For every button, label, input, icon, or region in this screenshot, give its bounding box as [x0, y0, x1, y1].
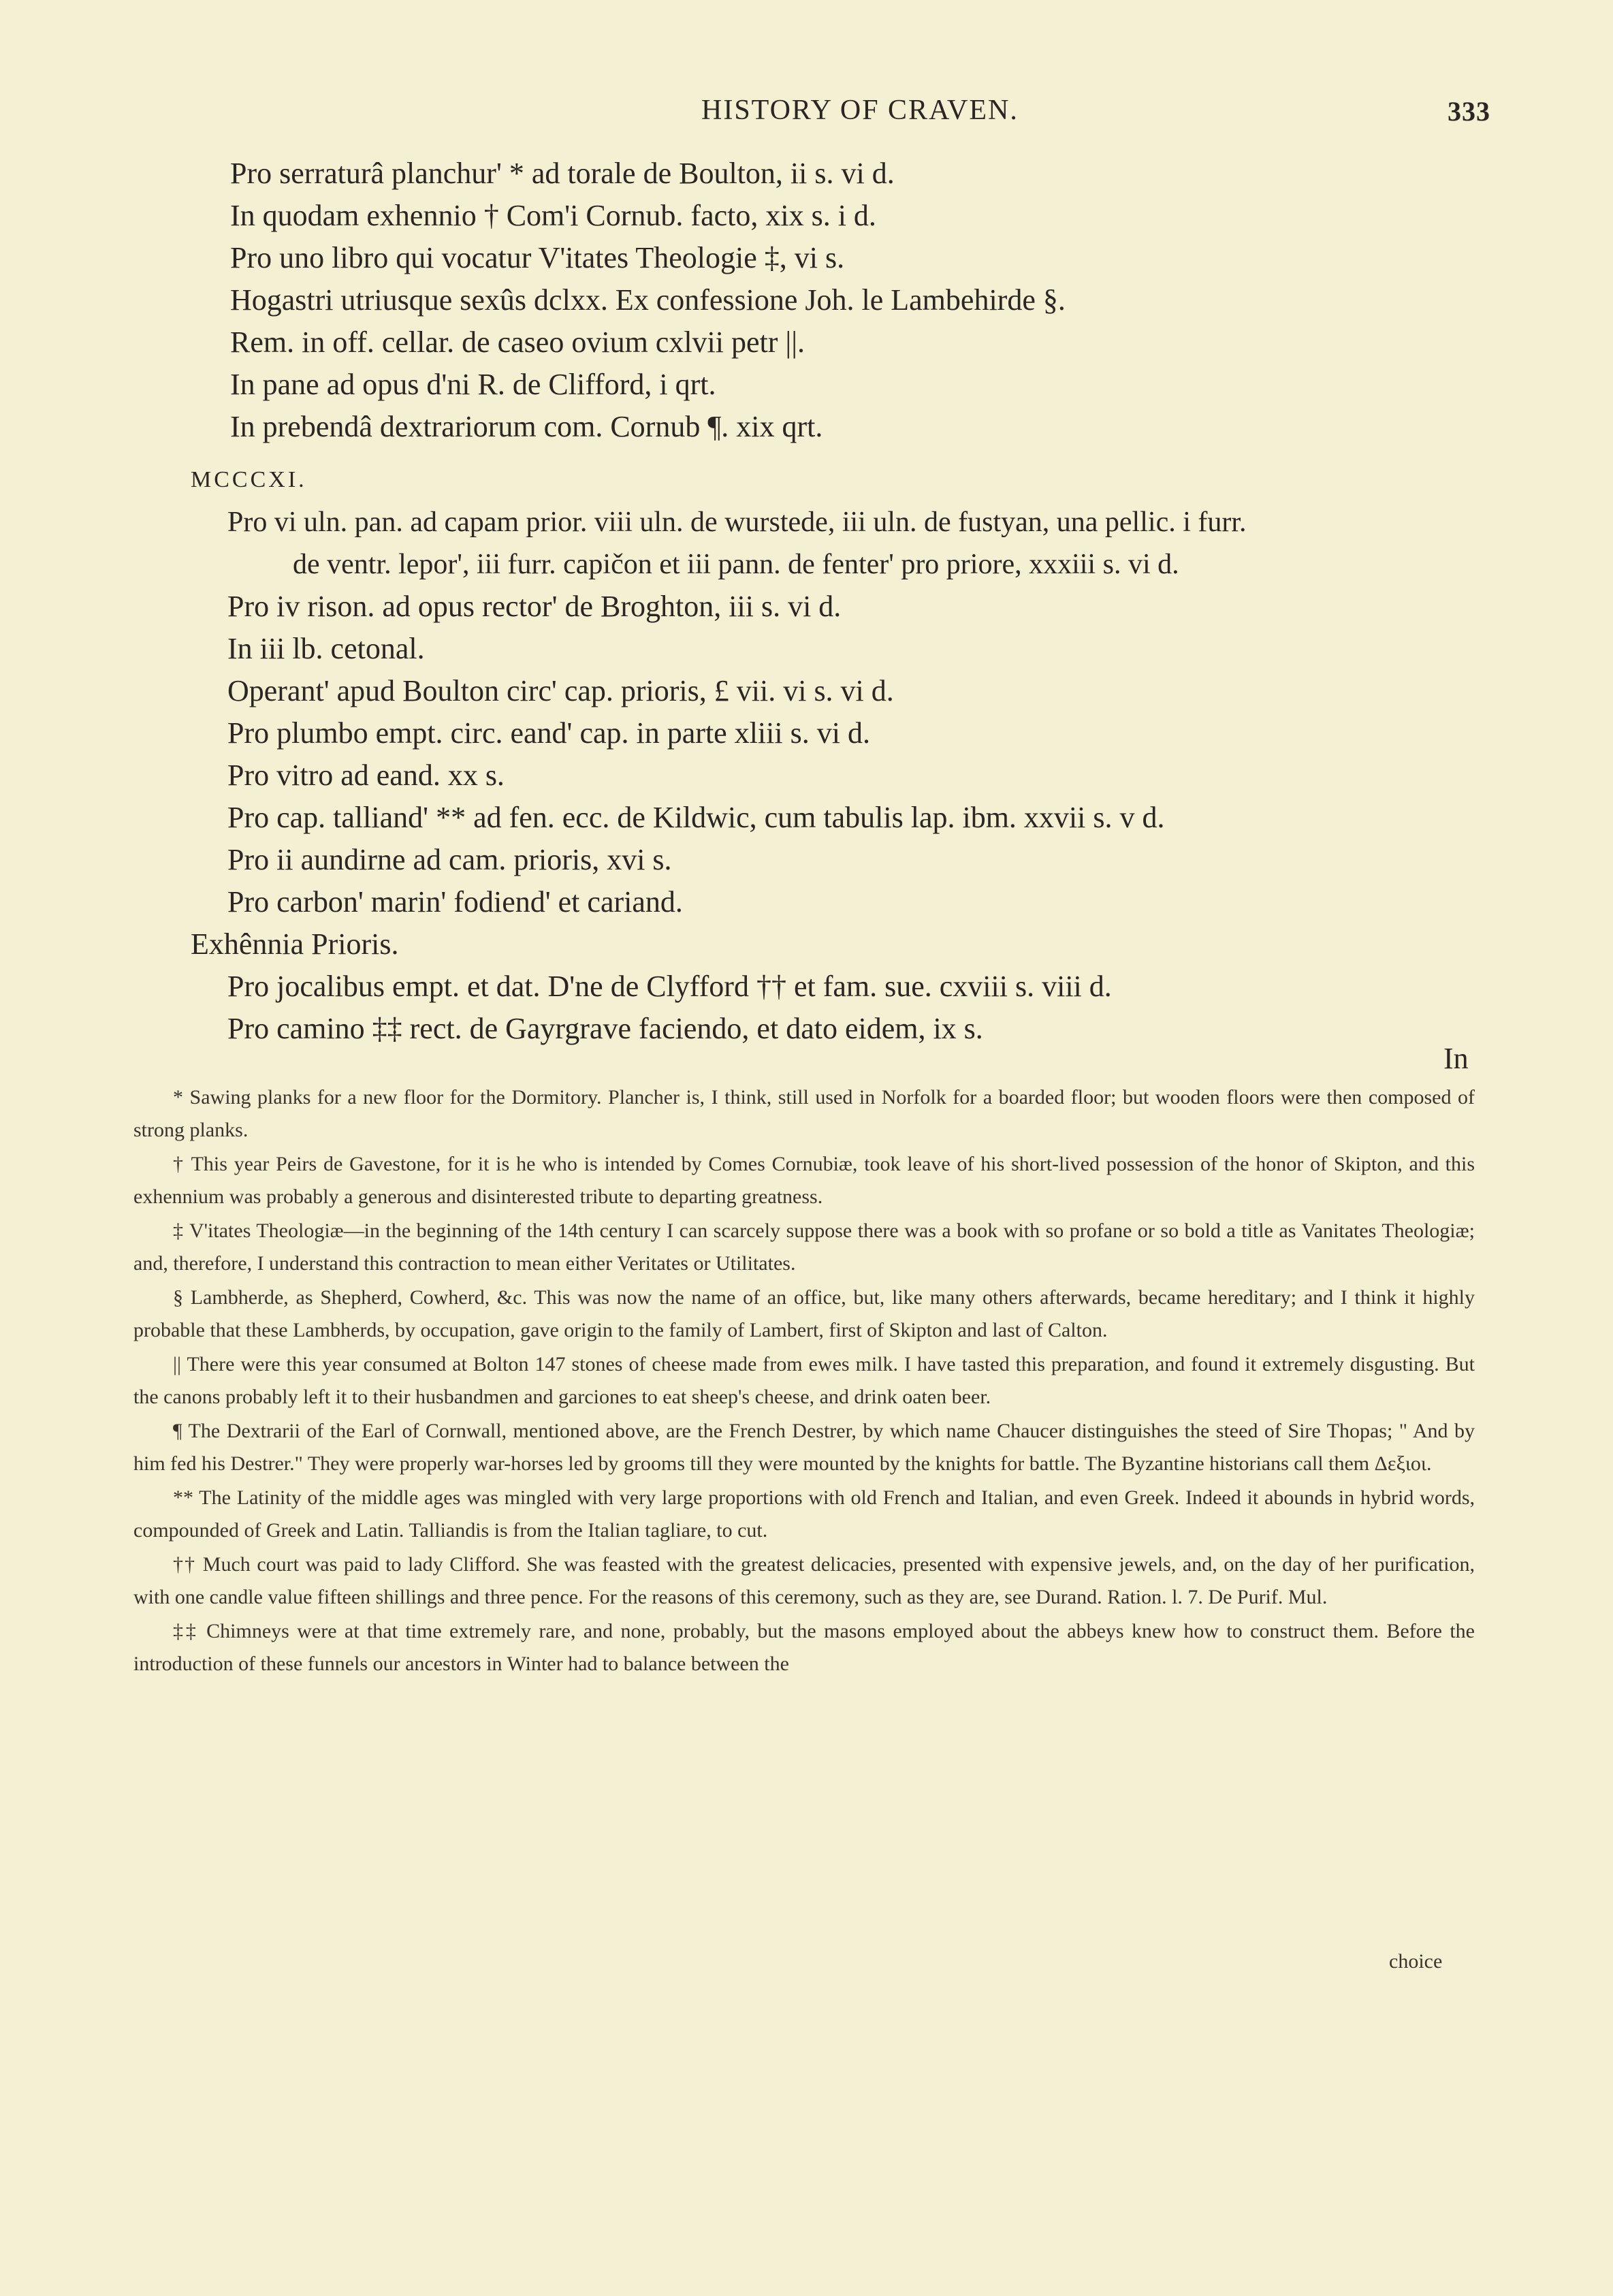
entry-line: Pro ii aundirne ad cam. prioris, xvi s. — [227, 843, 672, 876]
footnote: * Sawing planks for a new floor for the Dormitory. Plancher is, I think, still used in Norfolk for a boarded floor; but wooden floors were then composed of strong planks. — [133, 1086, 1475, 1141]
entry-line: Pro vi uln. pan. ad capam prior. viii uln. de wurstede, iii uln. de fustyan, una pellic. i furr. — [227, 507, 1247, 538]
catchword: In — [1443, 1042, 1469, 1075]
footnote: † This year Peirs de Gavestone, for it is he who is intended by Comes Cornubiæ, took leave of his short-lived possession of the honor of Skipton, and this exhennium was probably a generous and disinterested tribute to departing greatness. — [133, 1153, 1475, 1208]
footnote: ** The Latinity of the middle ages was mingled with very large proportions with old French and Italian, and even Greek. Indeed it abounds in hybrid words, compounded of Greek and Latin. Talliandis is from the Italian tagliare, to cut. — [133, 1486, 1475, 1542]
entry-line: de ventr. lepor', iii furr. capičon et iii pann. de fenter' pro priore, xxxiii s. vi d. — [293, 549, 1179, 580]
entry-line: In prebendâ dextrariorum com. Cornub ¶. xix qrt. — [230, 410, 823, 443]
footnotes — [133, 1081, 1475, 1682]
footnote: ‡‡ Chimneys were at that time extremely rare, and none, probably, but the masons employed about the abbeys knew how to construct them. Before the introduction of these funnels our ancestors in Winter had to balance between the — [133, 1620, 1475, 1675]
footnote: || There were this year consumed at Bolton 147 stones of cheese made from ewes milk. I have tasted this preparation, and found it extremely disgusting. But the canons probably left it to their husbandmen and garciones to eat sheep's cheese, and drink oaten beer. — [133, 1353, 1475, 1408]
footnote: § Lambherde, as Shepherd, Cowherd, &c. This was now the name of an office, but, like many others afterwards, became hereditary; and I think it highly probable that these Lambherds, by occupation, gave origin to the family of Lambert, first of Skipton and last of Calton. — [133, 1286, 1475, 1341]
entry-line: Rem. in off. cellar. de caseo ovium cxlvii petr ||. — [230, 325, 805, 359]
section-heading: Exhênnia Prioris. — [191, 927, 399, 961]
footnote: †† Much court was paid to lady Clifford. She was feasted with the greatest delicacies, presented with expensive jewels, and, on the day of her purification, with one candle value fifteen shillings and three pence. For the reasons of this ceremony, such as they are, see Durand. Ration. l. 7. De Purif. Mul. — [133, 1553, 1475, 1608]
entry-line: Pro camino ‡‡ rect. de Gayrgrave faciendo, et dato eidem, ix s. — [227, 1012, 983, 1045]
entry-line: In quodam exhennio † Com'i Cornub. facto, xix s. i d. — [230, 199, 876, 232]
footnote: ¶ The Dextrarii of the Earl of Cornwall, mentioned above, are the French Destrer, by which name Chaucer distinguishes the steed of Sire Thopas; " And by him fed his Destrer." They were properly war-horses led by grooms till they were mounted by the knights for battle. The Byzantine historians call them Δεξιοι. — [133, 1420, 1475, 1475]
footnote: ‡ V'itates Theologiæ—in the beginning of the 14th century I can scarcely suppose there was a book with so profane or so bold a title as Vanitates Theologiæ; and, therefore, I understand this contraction to mean either Veritates or Utilitates. — [133, 1219, 1475, 1275]
entry-line: Pro carbon' marin' fodiend' et cariand. — [227, 885, 683, 919]
entry-line: Operant' apud Boulton circ' cap. prioris, £ vii. vi s. vi d. — [227, 674, 894, 707]
entry-line: Pro cap. talliand' ** ad fen. ecc. de Kildwic, cum tabulis lap. ibm. xxvii s. v d. — [227, 801, 1165, 834]
entry-line: Pro iv rison. ad opus rector' de Broghton, iii s. vi d. — [227, 590, 842, 623]
year-heading: MCCCXI. — [191, 467, 307, 492]
entry-line: Pro plumbo empt. circ. eand' cap. in parte xliii s. vi d. — [227, 716, 870, 750]
page-title: HISTORY OF CRAVEN. — [701, 95, 1019, 126]
running-head — [0, 94, 1613, 135]
entry-line: Hogastri utriusque sexûs dclxx. Ex confessione Joh. le Lambehirde §. — [230, 283, 1066, 317]
page-number: 333 — [1448, 96, 1490, 127]
entry-line: Pro vitro ad eand. xx s. — [227, 759, 505, 792]
entry-line: Pro uno libro qui vocatur V'itates Theologie ‡, vi s. — [230, 241, 845, 274]
entry-line: Pro serraturâ planchur' * ad torale de Boulton, ii s. vi d. — [230, 157, 895, 190]
entry-line: In pane ad opus d'ni R. de Clifford, i qrt. — [230, 368, 716, 401]
footnote-catchword: choice — [1389, 1950, 1443, 1973]
entry-line: Pro jocalibus empt. et dat. D'ne de Clyfford †† et fam. sue. cxviii s. viii d. — [227, 970, 1112, 1003]
entry-line: In iii lb. cetonal. — [227, 632, 425, 665]
